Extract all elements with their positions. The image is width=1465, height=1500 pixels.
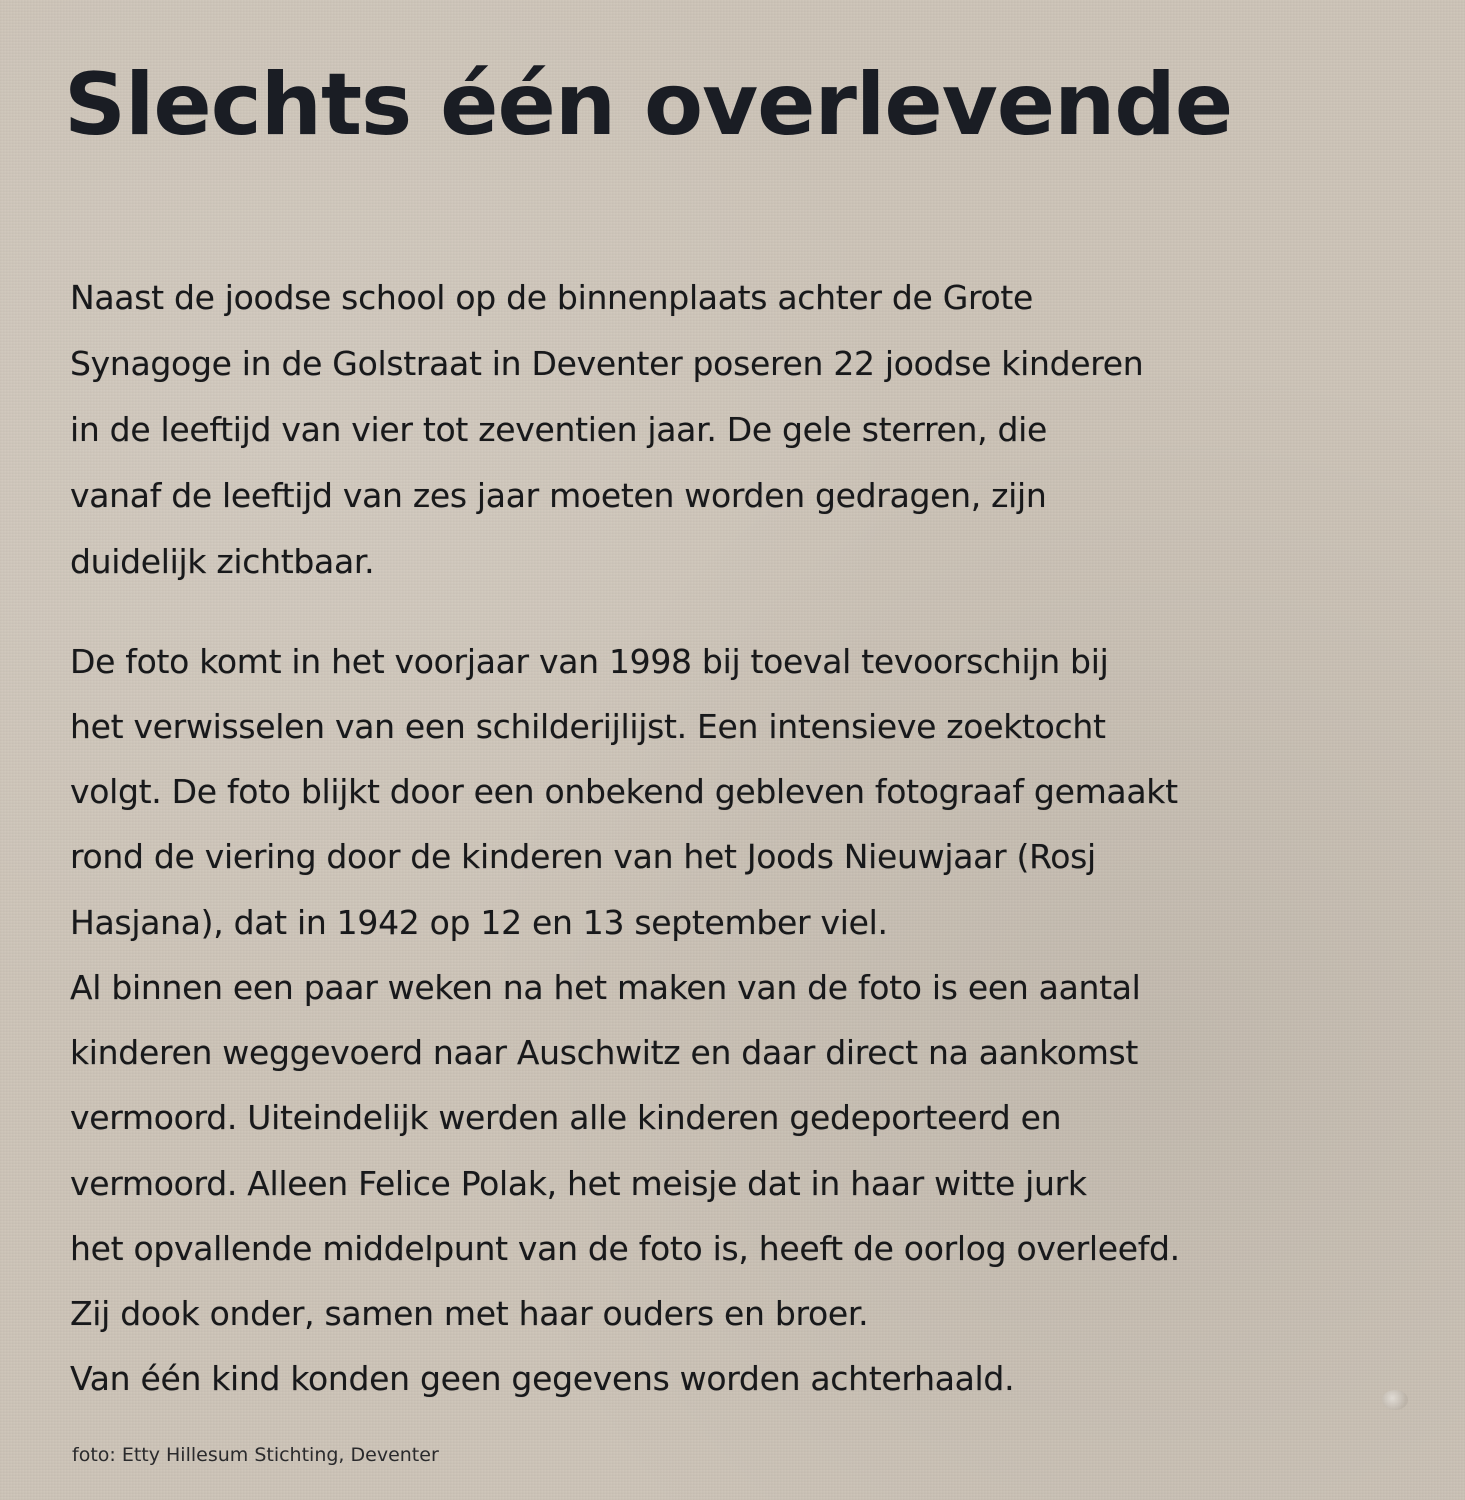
paragraph-2-line: rond de viering door de kinderen van het Joods Nieuwjaar (Rosj (70, 837, 1096, 876)
paragraph-1-line: duidelijk zichtbaar. (70, 542, 375, 581)
paragraph-2-line: vermoord. Uiteindelijk werden alle kinderen gedeporteerd en (70, 1098, 1062, 1137)
paragraph-2-line: het verwisselen van een schilderijlijst. Een intensieve zoektocht (70, 707, 1106, 746)
paragraph-2-line: kinderen weggevoerd naar Auschwitz en daar direct na aankomst (70, 1033, 1139, 1072)
paragraph-1-line: in de leeftijd van vier tot zeventien jaar. De gele sterren, die (70, 410, 1048, 449)
paragraph-2-line: Van één kind konden geen gegevens worden achterhaald. (70, 1359, 1015, 1398)
paragraph-2-line: vermoord. Alleen Felice Polak, het meisje dat in haar witte jurk (70, 1164, 1087, 1203)
paragraph-1-line: Synagoge in de Golstraat in Deventer poseren 22 joodse kinderen (70, 344, 1144, 383)
photo-credit: foto: Etty Hillesum Stichting, Deventer (72, 1444, 439, 1466)
paragraph-2-line: Zij dook onder, samen met haar ouders en broer. (70, 1294, 869, 1333)
panel-title: Slechts één overlevende (64, 55, 1233, 155)
paragraph-2-line: Al binnen een paar weken na het maken van de foto is een aantal (70, 968, 1141, 1007)
paragraph-2-line: het opvallende middelpunt van de foto is, heeft de oorlog overleefd. (70, 1229, 1180, 1268)
paragraph-1-line: vanaf de leeftijd van zes jaar moeten worden gedragen, zijn (70, 476, 1047, 515)
paragraph-2-line: De foto komt in het voorjaar van 1998 bij toeval tevoorschijn bij (70, 642, 1109, 681)
paragraph-2-line: Hasjana), dat in 1942 op 12 en 13 september viel. (70, 903, 888, 942)
paragraph-1-line: Naast de joodse school op de binnenplaats achter de Grote (70, 278, 1034, 317)
surface-blemish (1382, 1390, 1408, 1410)
paragraph-2-line: volgt. De foto blijkt door een onbekend gebleven fotograaf gemaakt (70, 772, 1178, 811)
